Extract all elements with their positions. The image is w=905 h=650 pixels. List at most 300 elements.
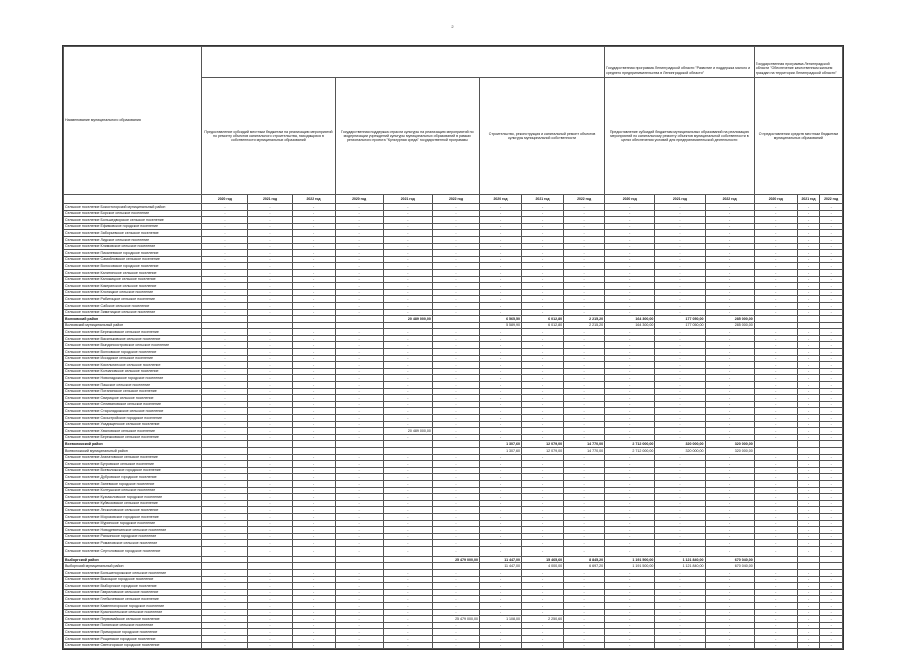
row-value: - [480,329,522,336]
header-year: 2022 год [292,195,335,204]
row-value: - [705,428,754,435]
row-value: - [605,513,655,520]
row-name: Сельское поселение Бережковское сельское поселение [64,329,202,336]
table-row [64,368,843,375]
table-row [64,302,843,309]
row-value: - [754,527,797,534]
row-value: - [797,540,820,547]
row-name: Сельское поселение Ефимовское городское поселение [64,223,202,230]
row-value: - [292,454,335,461]
row-name: Сельское поселение Высоцкое городское поселение [64,576,202,583]
row-value: - [383,243,432,250]
row-value: - [754,276,797,283]
row-value: - [820,609,843,616]
row-value: - [820,520,843,527]
row-value: - [383,408,432,415]
header-group-blank [202,47,605,78]
row-value: - [335,276,383,283]
row-value: - [705,461,754,468]
row-value: - [383,487,432,494]
row-value: 5 589,90 [480,322,522,329]
row-value: - [202,500,248,507]
row-value: - [202,609,248,616]
row-value: - [605,421,655,428]
row-value: - [383,309,432,316]
row-value: - [202,570,248,577]
row-value [292,556,335,563]
row-value: - [820,263,843,270]
row-value: - [564,546,605,556]
row-value: - [432,533,479,540]
row-value: - [797,256,820,263]
row-value: - [605,223,655,230]
row-value: - [705,500,754,507]
row-value: - [432,596,479,603]
row-value: - [202,527,248,534]
row-value: - [564,636,605,643]
table-row [64,556,843,563]
header-year: 2022 год [705,195,754,204]
row-value: 12 079,00 [522,441,564,448]
row-value: - [383,461,432,468]
table-row [64,415,843,422]
row-value: - [820,480,843,487]
row-value: - [335,642,383,649]
row-value: - [605,395,655,402]
row-value: - [202,629,248,636]
table-row [64,540,843,547]
row-value: - [383,355,432,362]
row-value [202,556,248,563]
table-row [64,461,843,468]
row-value: 1 121 840,00 [655,556,705,563]
row-value: - [820,408,843,415]
table-row [64,230,843,237]
row-value: - [705,467,754,474]
row-value: - [522,401,564,408]
row-value: - [797,609,820,616]
row-value: - [202,236,248,243]
row-value: - [480,210,522,217]
row-value: - [797,236,820,243]
row-value: - [202,454,248,461]
row-name: Сельское поселение Дубровское городское поселение [64,474,202,481]
row-value: - [383,570,432,577]
row-value [820,447,843,454]
row-value: - [383,616,432,623]
row-value: - [522,500,564,507]
row-value: - [820,576,843,583]
row-value: - [248,382,292,389]
row-value: - [522,230,564,237]
table-row [64,355,843,362]
row-value [335,316,383,323]
row-value: - [820,596,843,603]
row-value: - [754,388,797,395]
row-value: 177 050,00 [655,316,705,323]
row-value: - [655,589,705,596]
row-value [248,556,292,563]
row-value: - [564,603,605,610]
row-value: - [335,368,383,375]
row-value: 2 712 000,00 [605,441,655,448]
row-value: - [797,480,820,487]
row-value: 25 479 000,00 [432,556,479,563]
row-value: - [292,263,335,270]
row-value: - [480,622,522,629]
row-value: - [248,309,292,316]
header-year: 2022 год [820,195,843,204]
row-value: - [820,428,843,435]
row-value: - [522,434,564,441]
row-value: - [522,269,564,276]
row-value: - [820,309,843,316]
row-value: - [248,494,292,501]
row-value: - [797,622,820,629]
row-value: - [480,375,522,382]
row-value: - [705,401,754,408]
row-value: - [820,616,843,623]
row-value: - [292,546,335,556]
row-value: - [383,576,432,583]
header-group-top-right-1: Государственная программа Ленинградской области "Развитие и поддержка малого и среднего предпринимательства в Ленинградской области" [605,47,755,78]
row-value: - [248,269,292,276]
row-value: - [564,302,605,309]
row-value: - [820,583,843,590]
row-value: - [797,533,820,540]
row-value: 6 012,80 [522,316,564,323]
row-name: Сельское поселение Свирицкое сельское поселение [64,395,202,402]
row-value: - [754,570,797,577]
row-value: - [820,349,843,356]
row-value: - [522,589,564,596]
row-value: - [564,540,605,547]
row-value: - [383,527,432,534]
row-value: - [480,349,522,356]
row-value: - [655,243,705,250]
row-value: - [292,342,335,349]
row-value: - [480,230,522,237]
row-value: - [655,642,705,649]
row-value: - [202,217,248,224]
row-value: - [605,603,655,610]
row-value: - [202,421,248,428]
row-value: - [292,520,335,527]
row-value: - [292,223,335,230]
row-value: - [564,283,605,290]
row-value: - [292,309,335,316]
row-value: - [248,480,292,487]
row-value: - [605,428,655,435]
row-value: - [754,513,797,520]
row-value: - [605,642,655,649]
row-value: - [248,428,292,435]
row-value: - [432,236,479,243]
table-row [64,309,843,316]
row-value: - [705,256,754,263]
row-value: - [432,603,479,610]
row-value: - [705,296,754,303]
row-value: - [605,546,655,556]
row-value: - [797,603,820,610]
table-row [64,546,843,556]
row-value: - [605,362,655,369]
row-value: - [335,616,383,623]
row-value: - [797,395,820,402]
row-value: - [522,474,564,481]
row-value: - [705,421,754,428]
row-value: - [797,355,820,362]
header-year: 2020 год [202,195,248,204]
row-value: - [564,527,605,534]
row-value: - [383,583,432,590]
row-name: Сельское поселение Лесколовское сельское поселение [64,507,202,514]
row-name: Сельское поселение Глебычевское сельское поселение [64,596,202,603]
row-value: - [432,243,479,250]
row-value [754,441,797,448]
row-value: - [655,487,705,494]
row-value [432,441,479,448]
row-value: 320 000,00 [655,441,705,448]
row-value: - [522,570,564,577]
row-value: - [480,250,522,257]
row-value: - [202,276,248,283]
row-value: - [383,513,432,520]
row-value: - [248,616,292,623]
row-value: - [655,342,705,349]
row-value: - [335,236,383,243]
row-value: - [564,329,605,336]
row-value: - [292,609,335,616]
row-value: - [705,520,754,527]
row-value: - [248,454,292,461]
row-value: - [480,204,522,211]
row-value: - [432,342,479,349]
row-value: - [655,355,705,362]
row-value: - [655,368,705,375]
row-value: - [292,467,335,474]
row-name: Сельское поселение Борское сельское поселение [64,210,202,217]
header-program-1: Предоставление субсидий местным бюджетам на реализацию мероприятий по ремонту объектов капитального строительства, находящихся в собственности муниципальных образований [202,78,335,195]
row-value: - [432,520,479,527]
table-row [64,500,843,507]
row-value: - [705,596,754,603]
row-name: Сельское поселение Каменногорское городское поселение [64,603,202,610]
row-value: - [480,289,522,296]
row-value: - [292,335,335,342]
row-value [797,563,820,570]
row-value: - [248,243,292,250]
row-value: - [820,210,843,217]
row-value [432,447,479,454]
row-value: - [522,368,564,375]
row-value: - [522,289,564,296]
row-value: - [335,546,383,556]
row-value [248,322,292,329]
row-value: 12 079,00 [522,447,564,454]
row-value: - [754,622,797,629]
table-row [64,596,843,603]
row-value: 20 489 000,00 [383,428,432,435]
row-value: - [335,570,383,577]
row-name: Сельское поселение Колтушское сельское поселение [64,487,202,494]
row-value: - [292,622,335,629]
row-value: - [383,609,432,616]
row-value: - [564,223,605,230]
row-value: - [248,609,292,616]
row-value: - [248,520,292,527]
row-value: - [480,533,522,540]
row-value: - [248,335,292,342]
row-value: - [432,636,479,643]
row-value: - [605,408,655,415]
row-value: - [655,461,705,468]
row-value: - [292,596,335,603]
row-value: - [202,540,248,547]
row-value: 2 250,60 [522,616,564,623]
row-value [383,441,432,448]
row-value: - [248,583,292,590]
row-value: - [522,256,564,263]
table-row [64,408,843,415]
row-value: - [605,636,655,643]
row-value: - [522,596,564,603]
row-value: - [820,283,843,290]
row-value: - [522,204,564,211]
row-value: - [655,382,705,389]
row-value [797,447,820,454]
row-value: - [335,596,383,603]
table-row [64,335,843,342]
row-value: - [655,230,705,237]
row-value: - [754,415,797,422]
row-value: - [202,204,248,211]
row-value: - [202,622,248,629]
row-value: - [522,533,564,540]
row-value: - [480,415,522,422]
row-value: - [432,434,479,441]
row-value: - [655,609,705,616]
row-value: - [564,609,605,616]
row-value: - [432,642,479,649]
row-value: - [655,309,705,316]
row-value: - [564,256,605,263]
row-value: - [605,576,655,583]
table-row [64,289,843,296]
row-value: - [522,622,564,629]
row-value [335,447,383,454]
row-value: - [705,576,754,583]
row-value: - [202,395,248,402]
row-value: - [655,289,705,296]
row-value: - [605,289,655,296]
row-value [754,447,797,454]
row-value: - [705,302,754,309]
row-value: - [754,395,797,402]
row-value: - [797,500,820,507]
table-row [64,210,843,217]
row-value: - [605,388,655,395]
row-value: - [754,269,797,276]
row-value: - [754,421,797,428]
row-value: - [335,540,383,547]
row-value: 11 447,00 [480,556,522,563]
row-value: - [383,217,432,224]
row-value: - [480,583,522,590]
row-value: - [383,589,432,596]
row-name: Выборгский муниципальный район [64,563,202,570]
row-value: - [292,388,335,395]
row-value: - [820,527,843,534]
row-value: - [705,408,754,415]
row-value: - [754,616,797,623]
row-value: - [335,395,383,402]
row-value [820,441,843,448]
row-value: - [754,309,797,316]
row-value: - [292,289,335,296]
row-value: - [705,494,754,501]
row-value: - [522,243,564,250]
row-value: - [248,388,292,395]
row-value: - [705,480,754,487]
row-value: - [383,500,432,507]
row-value: - [202,283,248,290]
row-value: - [605,494,655,501]
row-value: 285 000,00 [705,322,754,329]
row-value: - [202,520,248,527]
row-value: - [705,236,754,243]
row-value: - [705,513,754,520]
row-value: - [605,250,655,257]
row-name: Сельское поселение Кисельнинское сельское поселение [64,362,202,369]
row-value: - [248,513,292,520]
row-value: - [797,382,820,389]
row-value: - [564,243,605,250]
row-value: - [797,335,820,342]
row-value: - [522,421,564,428]
row-value: - [655,494,705,501]
row-value: - [655,583,705,590]
row-value: - [335,296,383,303]
row-value: - [432,256,479,263]
row-value: 1 108,00 [480,616,522,623]
row-value: - [754,349,797,356]
row-value: - [564,494,605,501]
row-value: - [564,589,605,596]
row-value: 164 300,00 [605,322,655,329]
row-value: - [522,513,564,520]
row-value: - [655,616,705,623]
row-name: Сельское поселение Волосовское городское поселение [64,263,202,270]
row-value: - [797,589,820,596]
row-value: - [705,415,754,422]
row-value: 320 000,00 [655,447,705,454]
row-value: 25 479 000,00 [432,616,479,623]
row-value: - [705,636,754,643]
row-value: - [248,230,292,237]
row-value: - [820,533,843,540]
row-value: - [754,480,797,487]
row-value: - [820,570,843,577]
row-value: - [705,642,754,649]
header-year: 2020 год [605,195,655,204]
row-value: - [383,401,432,408]
row-value: - [248,355,292,362]
row-value: - [202,309,248,316]
row-name: Сельское поселение Большепорожское сельское поселение [64,570,202,577]
row-value: - [292,415,335,422]
row-value: - [655,296,705,303]
